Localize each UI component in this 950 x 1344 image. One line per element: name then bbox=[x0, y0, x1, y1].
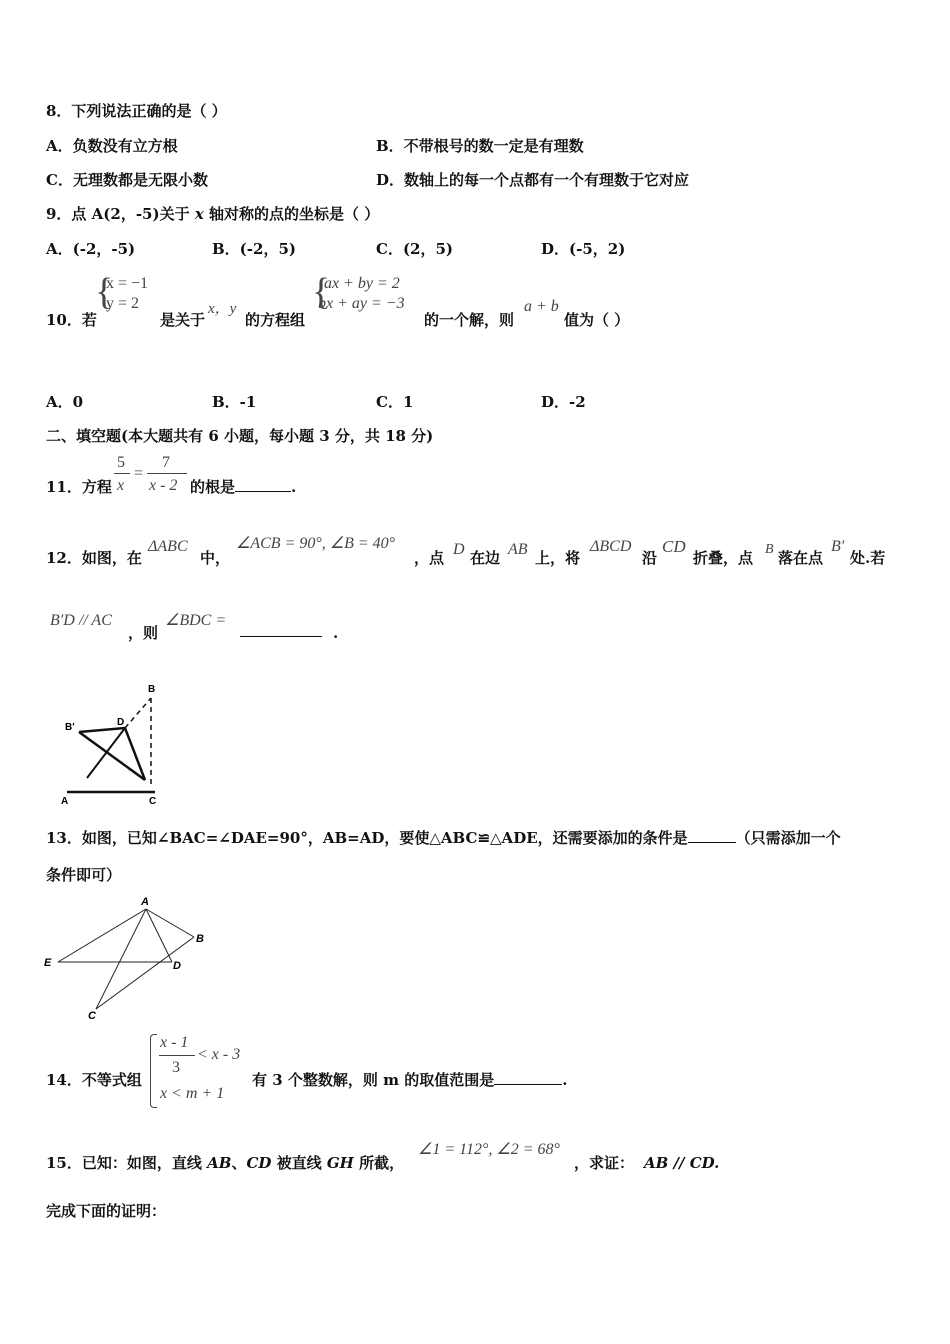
q11-equals: = bbox=[134, 465, 144, 482]
q15-line-ab: AB bbox=[207, 1154, 232, 1172]
q13-fig-label-b: B bbox=[196, 933, 204, 945]
q9-option-d: D．(-5，2) bbox=[541, 240, 626, 258]
q13-answer-blank[interactable] bbox=[688, 828, 736, 843]
q12-point-b-prime: B′ bbox=[831, 538, 845, 555]
q12-ask: ∠BDC = bbox=[165, 612, 227, 629]
q12-side-ab: AB bbox=[508, 541, 528, 558]
q11-tail bbox=[190, 477, 296, 497]
q12-end: . bbox=[333, 624, 339, 642]
q13-line-1-text: 13．如图，已知∠BAC=∠DAE=90°，AB=AD，要使△ABC≌△ADE，还需要添加的条件是 bbox=[46, 829, 688, 847]
q10-solution-line-2: y = 2 bbox=[106, 295, 140, 312]
q11-fraction-2-bar bbox=[147, 473, 187, 474]
q12-angles: ∠ACB = 90°, ∠B = 40° bbox=[236, 535, 396, 552]
q12-fig-label-bprime: B' bbox=[65, 722, 75, 733]
q10-expression: a + b bbox=[524, 298, 559, 315]
q13-line-2: 条件即可） bbox=[46, 866, 122, 884]
q8-option-b: B．不带根号的数一定是有理数 bbox=[376, 137, 584, 155]
q8-option-a: A．负数没有立方根 bbox=[46, 137, 178, 155]
q10-option-a: A．0 bbox=[46, 393, 84, 411]
q10-vars: x，y bbox=[208, 301, 237, 317]
q11-fraction-2-den: x - 2 bbox=[149, 477, 178, 494]
q12-point-b: B bbox=[765, 542, 774, 557]
q12-fig-label-a: A bbox=[61, 796, 69, 807]
section-2-heading: 二、填空题(本大题共有 6 小题，每小题 3 分，共 18 分) bbox=[46, 427, 434, 445]
q15-prove-text: ，求证： bbox=[574, 1154, 635, 1172]
q11-answer-blank[interactable] bbox=[235, 477, 291, 492]
q11-fraction-1-den: x bbox=[117, 477, 125, 494]
q14-end: . bbox=[562, 1071, 568, 1089]
q12-fig-line-bpd bbox=[79, 728, 125, 732]
q12-text-2: ，点 bbox=[414, 549, 445, 567]
q8-option-d: D．数轴上的每一个点都有一个有理数于它对应 bbox=[376, 171, 690, 189]
q12-point-d: D bbox=[453, 541, 465, 558]
q9-stem-post: 轴对称的点的坐标是（ ） bbox=[203, 205, 380, 223]
q12-line-cd: CD bbox=[662, 537, 686, 556]
q12-text-8: 处.若 bbox=[850, 549, 886, 567]
q15-mid: 被直线 bbox=[271, 1154, 327, 1172]
q15-stem bbox=[46, 1153, 404, 1173]
q11-fraction-2-num: 7 bbox=[162, 454, 170, 471]
q13-fig-label-c: C bbox=[88, 1010, 96, 1022]
q13-fig-label-e: E bbox=[44, 957, 52, 969]
q14-system-brace bbox=[150, 1034, 157, 1108]
q13-line-1 bbox=[46, 828, 841, 848]
q9-option-c: C．(2，5) bbox=[376, 240, 454, 258]
q12-text-9: ，则 bbox=[128, 624, 159, 642]
q11-tail-text: 的根是 bbox=[190, 478, 236, 496]
q11-number: 11．方程 bbox=[46, 478, 112, 496]
q15-angles: ∠1 = 112°, ∠2 = 68° bbox=[418, 1141, 560, 1158]
q13-fig-label-d: D bbox=[173, 960, 181, 972]
q14-inequality-2: x < m + 1 bbox=[160, 1085, 225, 1102]
q10-solution-brace: { bbox=[95, 271, 114, 313]
q12-fig-label-c: C bbox=[149, 796, 157, 807]
q11-fraction-1-bar bbox=[114, 473, 130, 474]
q9-option-b: B．(-2，5) bbox=[212, 240, 296, 258]
q9-stem bbox=[46, 204, 379, 224]
q12-fig-label-d: D bbox=[117, 717, 125, 728]
q10-text-1: 是关于 bbox=[160, 311, 206, 329]
q12-text-6: 折叠，点 bbox=[693, 549, 754, 567]
q12-text-7: 落在点 bbox=[778, 549, 824, 567]
q12-figure bbox=[55, 678, 175, 810]
q10-option-c: C．1 bbox=[376, 393, 414, 411]
q10-solution-line-1: x = −1 bbox=[106, 275, 149, 292]
q13-line-1-tail: （只需添加一个 bbox=[735, 829, 841, 847]
q13-fig-label-a: A bbox=[141, 896, 149, 908]
q12-fig-line-db bbox=[125, 698, 151, 728]
q15-line-cd: CD bbox=[246, 1154, 272, 1172]
q13-figure bbox=[40, 893, 220, 1023]
q15-pre: 15．已知：如图，直线 bbox=[46, 1154, 208, 1172]
q10-equation-2: bx + ay = −3 bbox=[318, 295, 405, 312]
q14-tail-text: 有 3 个整数解，则 m 的取值范围是 bbox=[252, 1071, 495, 1089]
q9-stem-pre: 9．点 A(2，-5)关于 bbox=[46, 205, 195, 223]
q14-tail bbox=[252, 1070, 567, 1090]
q8-stem: 8．下列说法正确的是（ ） bbox=[46, 102, 227, 120]
q12-text-3: 在边 bbox=[470, 549, 501, 567]
q10-option-b: B．-1 bbox=[212, 393, 257, 411]
q12-triangle-bcd: ΔBCD bbox=[590, 538, 632, 555]
q12-number: 12．如图，在 bbox=[46, 549, 142, 567]
q15-conclusion: AB // CD. bbox=[644, 1154, 720, 1172]
q14-number: 14．不等式组 bbox=[46, 1071, 142, 1089]
q12-text-4: 上，将 bbox=[535, 549, 581, 567]
q12-text-5: 沿 bbox=[642, 549, 658, 567]
q12-fig-line-da bbox=[87, 728, 125, 778]
q10-number: 10．若 bbox=[46, 311, 97, 329]
q14-fraction-bar bbox=[159, 1055, 195, 1056]
q15-sep: 、 bbox=[231, 1154, 247, 1172]
q12-fig-label-b: B bbox=[148, 684, 156, 695]
q11-end: . bbox=[291, 478, 297, 496]
q14-answer-blank[interactable] bbox=[494, 1070, 562, 1085]
footer-proof-prompt: 完成下面的证明： bbox=[46, 1202, 167, 1220]
q10-option-d: D．-2 bbox=[541, 393, 586, 411]
q13-fig-line-cb bbox=[96, 937, 194, 1009]
q15-post: 所截， bbox=[353, 1154, 405, 1172]
q12-condition: B′D // AC bbox=[50, 612, 112, 629]
q10-equation-1: ax + by = 2 bbox=[324, 275, 400, 292]
q15-line-gh: GH bbox=[326, 1154, 354, 1172]
q12-answer-blank[interactable] bbox=[240, 622, 322, 637]
q10-text-3: 的一个解，则 bbox=[424, 311, 515, 329]
q10-text-2: 的方程组 bbox=[245, 311, 306, 329]
q12-triangle-abc: ΔABC bbox=[148, 538, 188, 555]
q9-option-a: A．(-2，-5) bbox=[46, 240, 136, 258]
q8-option-c: C．无理数都是无限小数 bbox=[46, 171, 208, 189]
q14-fraction-den: 3 bbox=[172, 1059, 180, 1076]
q10-text-4: 值为（ ） bbox=[564, 311, 630, 329]
q10-system-brace: { bbox=[312, 271, 331, 313]
q14-inequality-1-rest: < x - 3 bbox=[197, 1046, 241, 1063]
q9-stem-var: x bbox=[194, 205, 204, 223]
q12-text-1: 中， bbox=[200, 549, 231, 567]
q14-fraction-num: x - 1 bbox=[160, 1034, 189, 1051]
q11-fraction-1-num: 5 bbox=[117, 454, 125, 471]
